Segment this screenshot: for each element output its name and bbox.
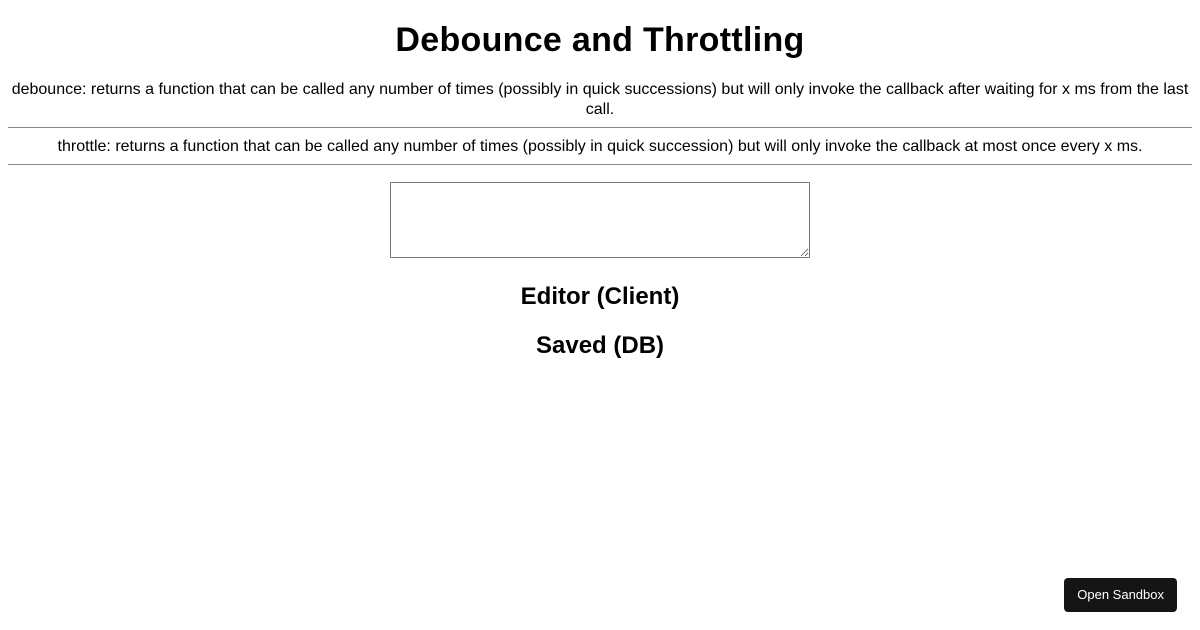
- debounce-description: debounce: returns a function that can be called any number of times (possibly in quick successions) but will only invoke the callback after waiting for x ms from the last call.: [11, 81, 1189, 118]
- open-sandbox-button[interactable]: Open Sandbox: [1064, 578, 1177, 612]
- throttle-description: throttle: returns a function that can be called any number of times (possibly in quick succession) but will only invoke the callback at most once every x ms.: [57, 138, 1143, 155]
- editor-client-heading: Editor (Client): [520, 283, 680, 310]
- editor-textarea[interactable]: [390, 182, 810, 258]
- divider: [8, 164, 1192, 165]
- editor-container: [8, 182, 1192, 258]
- page-title: Debounce and Throttling: [395, 21, 805, 59]
- saved-db-heading: Saved (DB): [535, 332, 665, 359]
- divider: [8, 127, 1192, 128]
